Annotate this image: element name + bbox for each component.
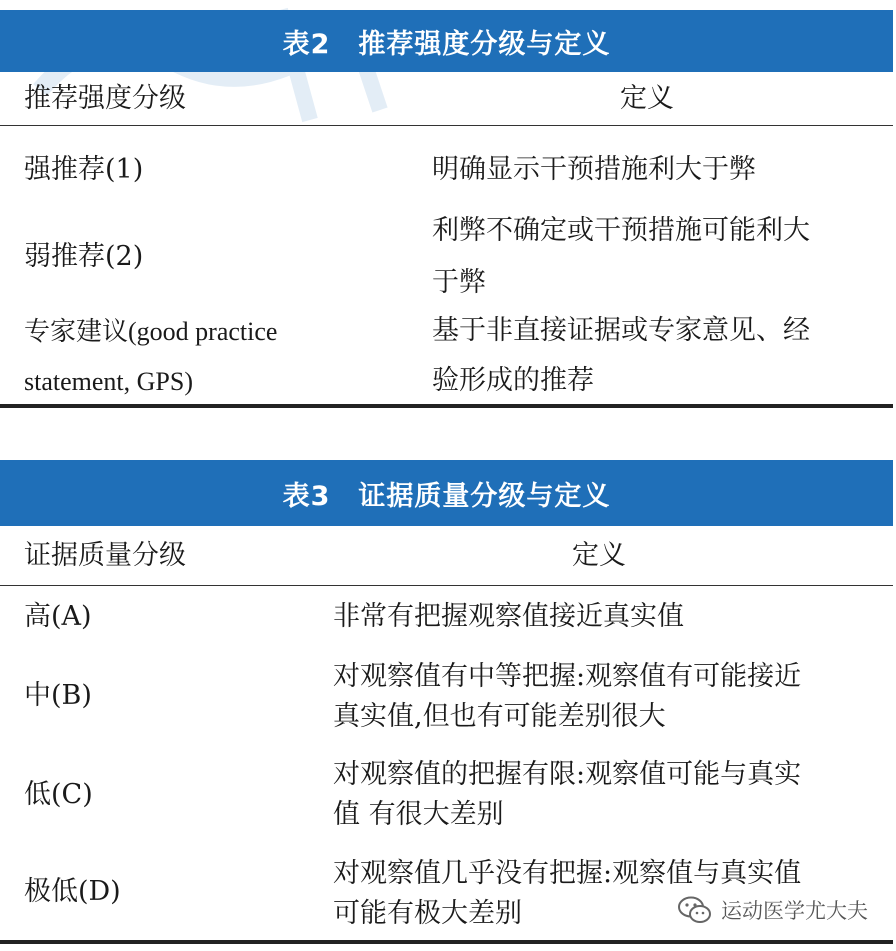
table-2-bottom-rule: [0, 404, 893, 408]
table-3-definition: 非常有把握观察值接近真实值: [333, 601, 684, 632]
table-2: [0, 10, 893, 126]
table-3-grade: 中(B): [24, 680, 92, 711]
table-3-definition-cont: 真实值,但也有可能差别很大: [333, 701, 666, 732]
table-3-grade: 低(C): [24, 779, 93, 810]
table-3-definition-cont: 值 有很大差别: [333, 799, 504, 830]
table-2-grade: 弱推荐(2): [24, 241, 144, 272]
table-2-header-grade: 推荐强度分级: [24, 83, 186, 114]
table-2-definition-cont: 于弊: [432, 267, 486, 298]
table-3-header-definition: 定义: [572, 540, 626, 571]
table-3-definition-cont: 可能有极大差别: [333, 898, 522, 929]
table-2-definition: 明确显示干预措施利大于弊: [432, 154, 756, 185]
table-2-grade: 强推荐(1): [24, 154, 144, 185]
table-3-title: 表3 证据质量分级与定义: [0, 460, 893, 526]
table-2-definition-cont: 验形成的推荐: [432, 365, 594, 396]
table-3-definition: 对观察值的把握有限:观察值可能与真实: [333, 759, 802, 790]
table-3-header-row: [0, 526, 893, 586]
watermark-text: 运动医学尤大夫: [721, 899, 868, 923]
table-2-header-row: [0, 72, 893, 126]
table-2-grade-cont: statement, GPS): [24, 367, 193, 396]
table-2-grade: 专家建议(good practice: [24, 317, 278, 346]
table-2-header-definition: 定义: [620, 83, 674, 114]
table-3-bottom-rule: [0, 940, 893, 944]
table-3-definition: 对观察值几乎没有把握:观察值与真实值: [333, 858, 802, 889]
watermark: [677, 895, 868, 925]
table-3-grade: 极低(D): [24, 876, 121, 907]
table-3-definition: 对观察值有中等把握:观察值有可能接近: [333, 661, 802, 692]
table-2-definition: 利弊不确定或干预措施可能利大: [432, 215, 810, 246]
table-3: [0, 460, 893, 586]
table-2-title: 表2 推荐强度分级与定义: [0, 10, 893, 72]
wechat-icon: [677, 895, 713, 925]
table-3-header-grade: 证据质量分级: [24, 540, 186, 571]
table-3-grade: 高(A): [24, 601, 92, 632]
table-2-definition: 基于非直接证据或专家意见、经: [432, 315, 810, 346]
